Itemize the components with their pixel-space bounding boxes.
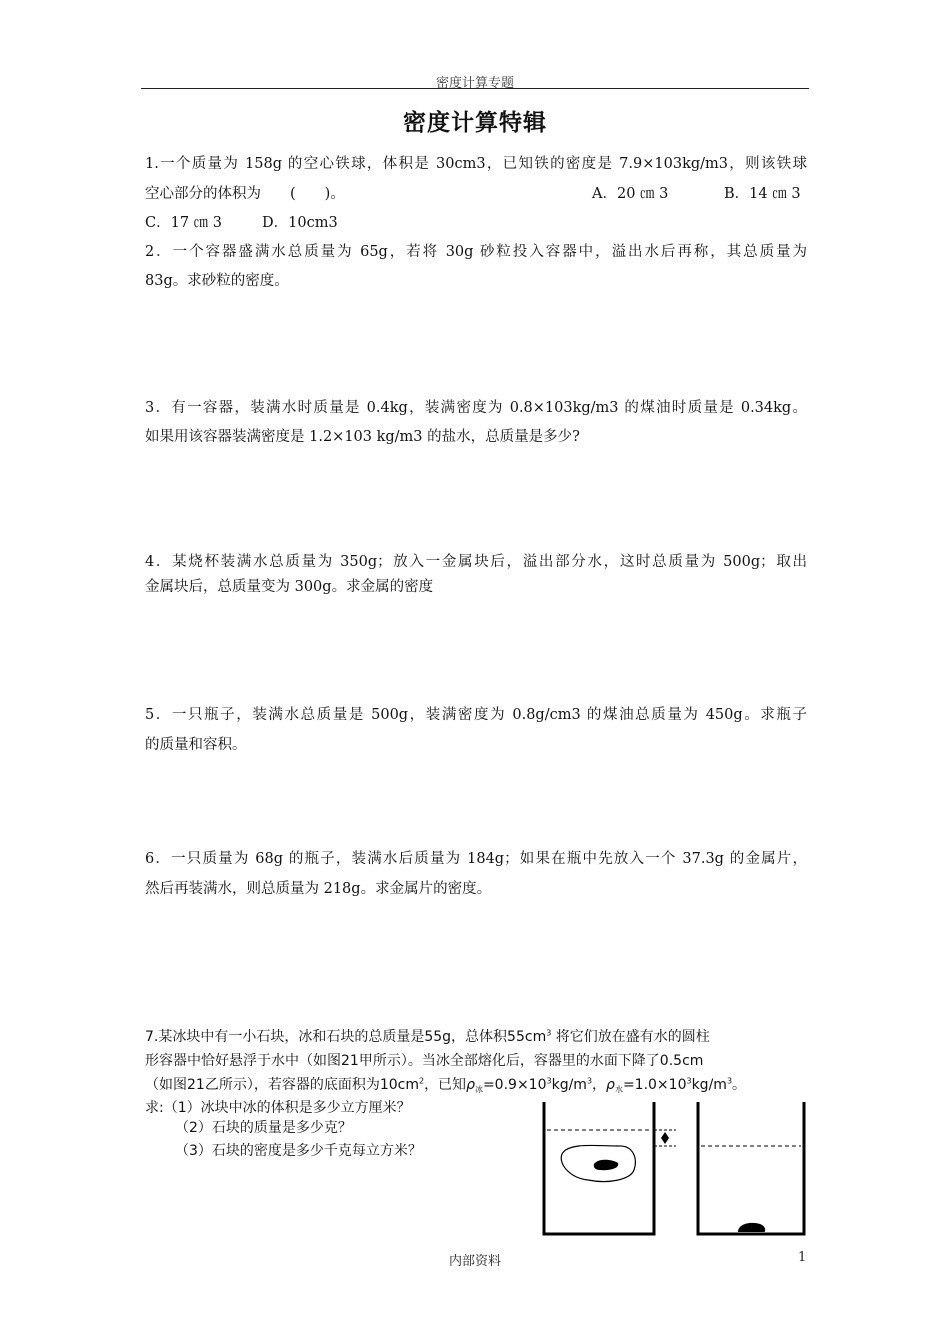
rho-water-unit: kg/m	[691, 1077, 727, 1093]
q5-line-1: 5．一只瓶子，装满水总质量是 500g，装满密度为 0.8g/cm3 的煤油总质量为 450g。求瓶子	[145, 707, 807, 723]
rho-ice-unit: kg/m	[551, 1077, 587, 1093]
q1-line-1: 1.一个质量为 158g 的空心铁球，体积是 30cm3，已知铁的密度是 7.9×103kg/m3，则该铁球	[145, 156, 807, 172]
q7-line-1-text-b: 将它们放在盛有水的圆柱	[551, 1029, 710, 1045]
q1-option-d: D．10cm3	[262, 215, 338, 231]
q7-line-1-text-a: 7.某冰块中有一小石块，冰和石块的总质量是55g，总体积55cm	[145, 1029, 547, 1045]
q1-option-c: C．17 ㎝ 3	[145, 215, 222, 231]
container-jia	[544, 1102, 654, 1234]
running-header: 密度计算专题	[435, 76, 514, 91]
q7-line-3-text-b: ，已知	[424, 1077, 467, 1093]
rho-water-value: =1.0×10	[622, 1077, 687, 1093]
q7-line-3	[145, 1074, 807, 1095]
container-yi-wall	[698, 1102, 804, 1234]
rho-ice-symbol: ρ	[466, 1077, 475, 1093]
q7-line-2: 形容器中恰好悬浮于水中（如图21甲所示）。当冰全部熔化后，容器里的水面下降了0.5cm	[145, 1053, 704, 1069]
q1-line-2: 空心部分的体积为 ( )。	[145, 186, 345, 202]
q6-line-1: 6．一只质量为 68g 的瓶子，装满水后质量为 184g；如果在瓶中先放入一个 37.3g 的金属片，	[145, 851, 807, 867]
q7-ask-3: （3）石块的密度是多少千克每立方米？	[175, 1143, 422, 1159]
rho-water-unit-exp: 3	[726, 1076, 733, 1086]
header-divider	[141, 88, 809, 89]
rho-ice-exp: 3	[546, 1076, 552, 1086]
q5-line-2: 的质量和容积。	[145, 737, 247, 753]
rho-water-subscript: 水	[614, 1085, 623, 1094]
q7-ask-2: （2）石块的质量是多少克？	[175, 1120, 352, 1136]
rho-ice-subscript: 冰	[474, 1085, 483, 1094]
q7-line-1-sup: 3	[546, 1028, 552, 1038]
container-yi	[698, 1102, 804, 1234]
figure-21-containers	[538, 1098, 810, 1238]
q2-line-1: 2．一个容器盛满水总质量为 65g，若将 30g 砂粒投入容器中，溢出水后再称，其总质量为	[145, 244, 807, 260]
q7-line-1	[145, 1026, 807, 1046]
q3-line-2: 如果用该容器装满密度是 1.2×103 kg/m3 的盐水，总质量是多少?	[145, 429, 580, 445]
q1-option-b: B．14 ㎝ 3	[724, 186, 801, 202]
q7-line-3-end: 。	[732, 1077, 747, 1093]
q7-ask-1: 求:（1）冰块中冰的体积是多少立方厘米？	[145, 1100, 411, 1116]
footer-label: 内部资料	[448, 1254, 501, 1269]
q4-line-2: 金属块后，总质量变为 300g。求金属的密度	[145, 579, 434, 595]
page-number: 1	[798, 1250, 807, 1265]
rho-water-exp: 3	[686, 1076, 692, 1086]
q7-line-3-text-a: （如图21乙所示），若容器的底面积为10cm	[145, 1077, 419, 1093]
rho-water-symbol: ρ	[606, 1077, 615, 1093]
stone-at-bottom	[738, 1223, 765, 1232]
level-drop-marker	[654, 1130, 676, 1146]
q7-line-3-sup: 2	[418, 1076, 425, 1086]
stone-in-ice	[594, 1160, 619, 1170]
document-title: 密度计算特辑	[403, 110, 547, 136]
rho-ice-unit-exp: 3	[586, 1076, 593, 1086]
q2-line-2: 83g。求砂粒的密度。	[145, 273, 289, 289]
q3-line-1: 3．有一容器，装满水时质量是 0.4kg，装满密度为 0.8×103kg/m3 的煤油时质量是 0.34kg。	[145, 400, 807, 416]
rho-separator: ，	[592, 1077, 607, 1093]
q1-option-a: A．20 ㎝ 3	[592, 186, 669, 202]
rho-ice-value: =0.9×10	[482, 1077, 547, 1093]
q4-line-1: 4．某烧杯装满水总质量为 350g；放入一金属块后，溢出部分水，这时总质量为 500g；取出	[145, 554, 807, 570]
q6-line-2: 然后再装满水，则总质量为 218g。求金属片的密度。	[145, 881, 492, 897]
